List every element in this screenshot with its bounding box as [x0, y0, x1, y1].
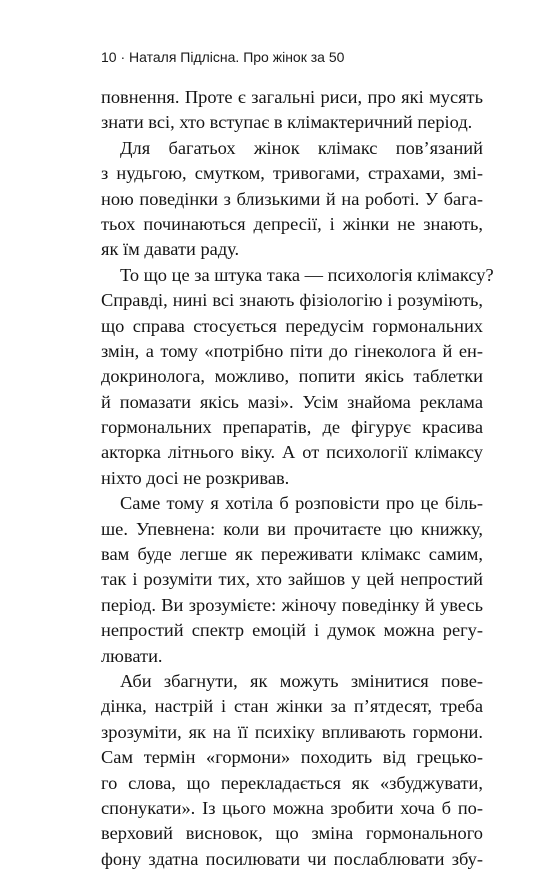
text-line: непростий спектр емоцій і думок можна регу- [101, 620, 483, 641]
text-line: тьох починаються депресії, і жінки не знають, [101, 213, 483, 234]
text-line: докринолога, можливо, попити якісь таблетки [101, 366, 483, 387]
text-line: й помазати якісь мазі». Усім знайома реклама [101, 391, 483, 412]
text-line: з нудьгою, смутком, тривогами, страхами, змі- [101, 163, 483, 184]
text-line: змін, а тому «потрібно піти до гінеколога й ен- [101, 340, 483, 361]
text-line: як їм давати раду. [101, 239, 240, 260]
text-line: Саме тому я хотіла б розповісти про це біль- [120, 493, 483, 514]
text-line: спонукати». Із цього можна зробити хоча б по- [101, 797, 483, 818]
text-line: повнення. Проте є загальні риси, про які мусять [101, 87, 483, 107]
running-head: 10 · Наталя Підлісна. Про жінок за 50 [101, 49, 345, 65]
text-line: го слова, що перекладається як «збуджувати, [101, 772, 483, 793]
text-line: вам буде легше як переживати клімакс самим, [101, 544, 483, 565]
text-line: ше. Упевнена: коли ви прочитаєте цю книжку, [101, 518, 483, 539]
text-line: фону здатна посилювати чи послаблювати збу- [101, 848, 483, 869]
text-line: Справді, нині всі знають фізіологію і розуміють, [101, 290, 483, 311]
text-line: верховий висновок, що зміна гормонального [101, 823, 483, 844]
text-line: ною поведінки з близькими й на роботі. У бага- [101, 188, 483, 209]
text-line: ніхто досі не розкривав. [101, 467, 290, 488]
text-line: гормональних препаратів, де фігурує красива [101, 417, 483, 438]
text-line: що справа стосується передусім гормональних [101, 315, 483, 336]
text-line: Сам термін «гормони» походить від грецько- [101, 747, 483, 768]
text-line: Аби збагнути, як можуть змінитися пове- [120, 670, 483, 691]
text-line: знати всі, хто вступає в клімактеричний період. [101, 112, 473, 133]
text-line: дінка, настрій і стан жінки за п’ятдесят, треба [101, 696, 483, 717]
text-line: період. Ви зрозумієте: жіночу поведінку й увесь [101, 594, 483, 615]
text-line: То що це за штука така — психологія клімаксу? [120, 264, 494, 285]
text-line: так і розуміти тих, хто зайшов у цей непростий [101, 569, 483, 590]
text-line: зрозуміти, як на її психіку впливають гормони. [101, 721, 483, 742]
text-line: Для багатьох жінок клімакс пов’язаний [120, 137, 483, 158]
text-line: акторка літнього віку. А от психології клімаксу [101, 442, 483, 463]
body-text [101, 85, 494, 872]
text-line: лювати. [101, 645, 163, 666]
